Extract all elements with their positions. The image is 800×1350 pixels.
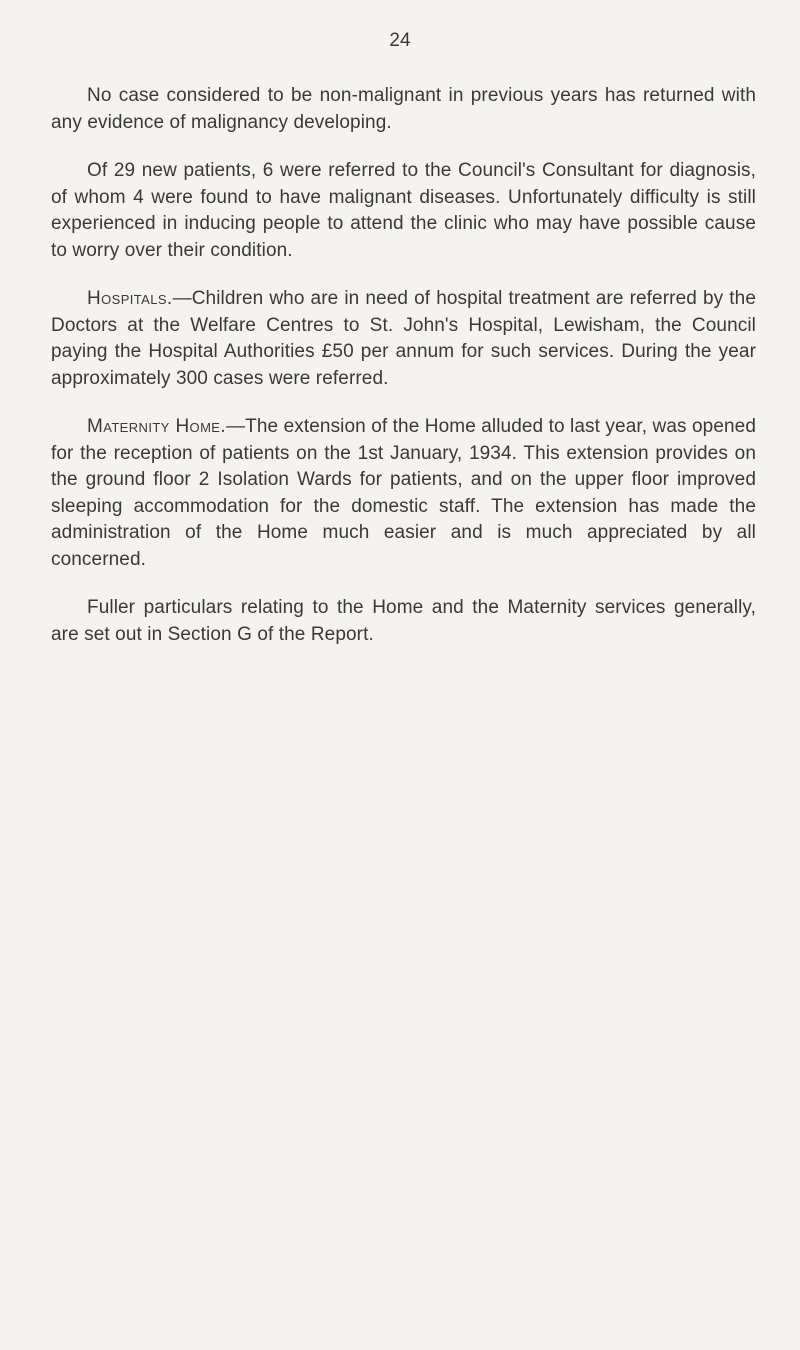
body-text [51,83,756,670]
paragraph-text: Of 29 new patients, 6 were referred to the Council's Consultant for diagnosis, of whom 4 were found to have malignant diseases. Unfortunately difficulty is still experienced in inducing people to attend the clinic who may have possible cause to worry over their condition. [51,160,756,261]
paragraph-maternity-home [51,414,756,573]
paragraph-fuller-particulars [51,595,756,648]
paragraph-heading-maternity-home: Maternity Home. [87,416,227,437]
paragraph-text: Fuller particulars relating to the Home and the Maternity services generally, are set out in Section G of the Report. [51,597,756,645]
paragraph-text: —The extension of the Home alluded to last year, was opened for the reception of patients on the 1st January, 1934. This extension provides on the ground floor 2 Isolation Wards for patients, and on the upper floor improved sleeping accommodation for the domestic staff. The extension has made the administration of the Home much easier and is much appreciated by all concerned. [51,416,756,570]
paragraph-new-patients [51,158,756,264]
paragraph-text: —Children who are in need of hospital treatment are referred by the Doctors at the Welfare Centres to St. John's Hospital, Lewisham, the Council paying the Hospital Authorities £50 per annum for such services. During the year approximately 300 cases were referred. [51,288,756,389]
paragraph-hospitals [51,286,756,392]
page-number: 24 [389,30,411,51]
paragraph-malignancy-followup [51,83,756,136]
paragraph-text: No case considered to be non-malignant in previous years has returned with any evidence of malignancy developing. [51,85,756,133]
paragraph-heading-hospitals: Hospitals. [87,288,173,309]
